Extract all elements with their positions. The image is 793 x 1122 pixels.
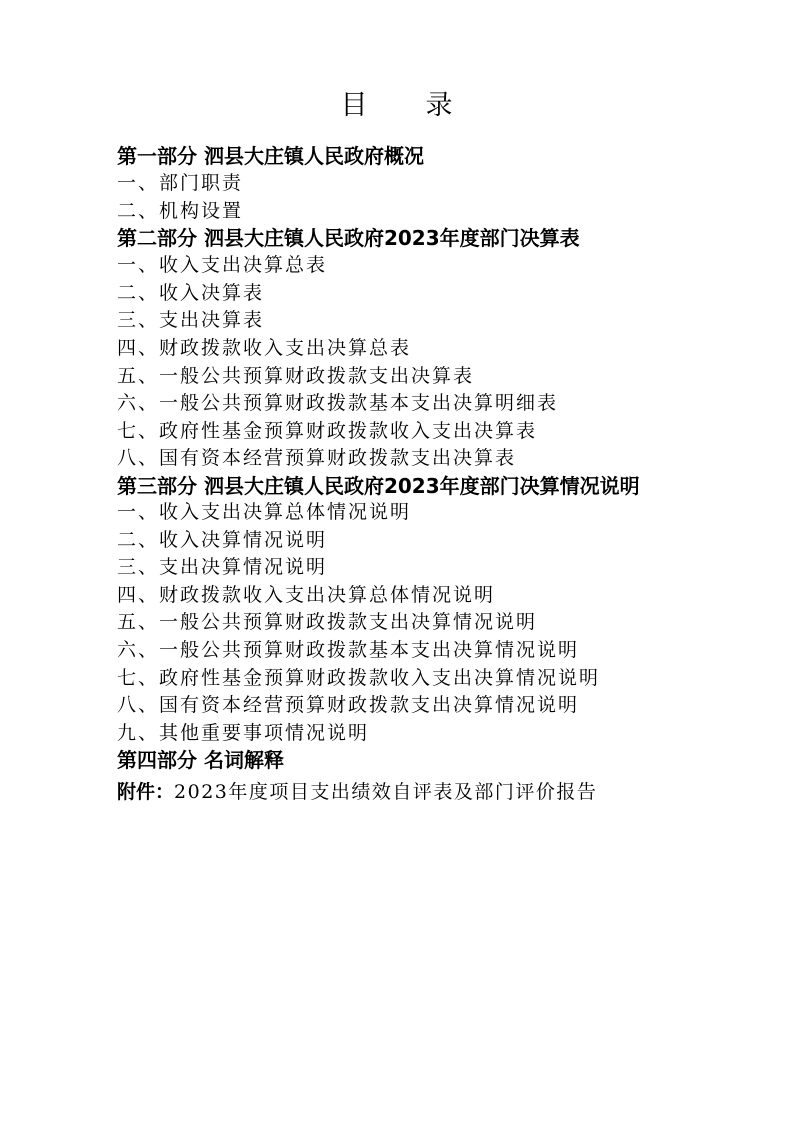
part-3-item-2: 二、收入决算情况说明 [117, 528, 328, 551]
part-3-heading: 第三部分 泗县大庄镇人民政府2023年度部门决算情况说明 [117, 473, 640, 498]
attachment-text: 2023年度项目支出绩效自评表及部门评价报告 [174, 781, 598, 804]
part-3-item-5: 五、一般公共预算财政拨款支出决算情况说明 [117, 611, 538, 634]
table-of-contents [117, 143, 677, 806]
attachment-line [117, 778, 677, 806]
part-2-item-4: 四、财政拨款收入支出决算总表 [117, 336, 412, 359]
part-1-item-2: 二、机构设置 [117, 199, 244, 222]
part-2-item-5: 五、一般公共预算财政拨款支出决算表 [117, 364, 475, 387]
attachment-label: 附件： [117, 781, 175, 804]
toc-title-char-2: 录 [425, 90, 453, 121]
part-3-item-9: 九、其他重要事项情况说明 [117, 721, 370, 744]
part-2-item-7: 七、政府性基金预算财政拨款收入支出决算表 [117, 419, 538, 442]
part-4-heading: 第四部分 名词解释 [117, 748, 284, 773]
part-2-item-8: 八、国有资本经营预算财政拨款支出决算表 [117, 447, 517, 470]
part-2-item-2: 二、收入决算表 [117, 281, 265, 304]
part-3-item-7: 七、政府性基金预算财政拨款收入支出决算情况说明 [117, 666, 601, 689]
part-3-item-3: 三、支出决算情况说明 [117, 556, 328, 579]
part-2-item-3: 三、支出决算表 [117, 309, 265, 332]
part-3-item-1: 一、收入支出决算总体情况说明 [117, 500, 412, 523]
part-3-item-6: 六、一般公共预算财政拨款基本支出决算情况说明 [117, 638, 580, 661]
part-3-item-8: 八、国有资本经营预算财政拨款支出决算情况说明 [117, 694, 580, 717]
toc-title-char-1: 目 [340, 90, 368, 121]
part-2-item-6: 六、一般公共预算财政拨款基本支出决算明细表 [117, 392, 559, 415]
toc-title [0, 88, 793, 124]
part-3-item-4: 四、财政拨款收入支出决算总体情况说明 [117, 583, 496, 606]
part-2-item-1: 一、收入支出决算总表 [117, 254, 328, 277]
part-1-heading: 第一部分 泗县大庄镇人民政府概况 [117, 144, 424, 168]
part-2-heading: 第二部分 泗县大庄镇人民政府2023年度部门决算表 [117, 226, 580, 251]
part-1-item-1: 一、部门职责 [117, 172, 244, 194]
